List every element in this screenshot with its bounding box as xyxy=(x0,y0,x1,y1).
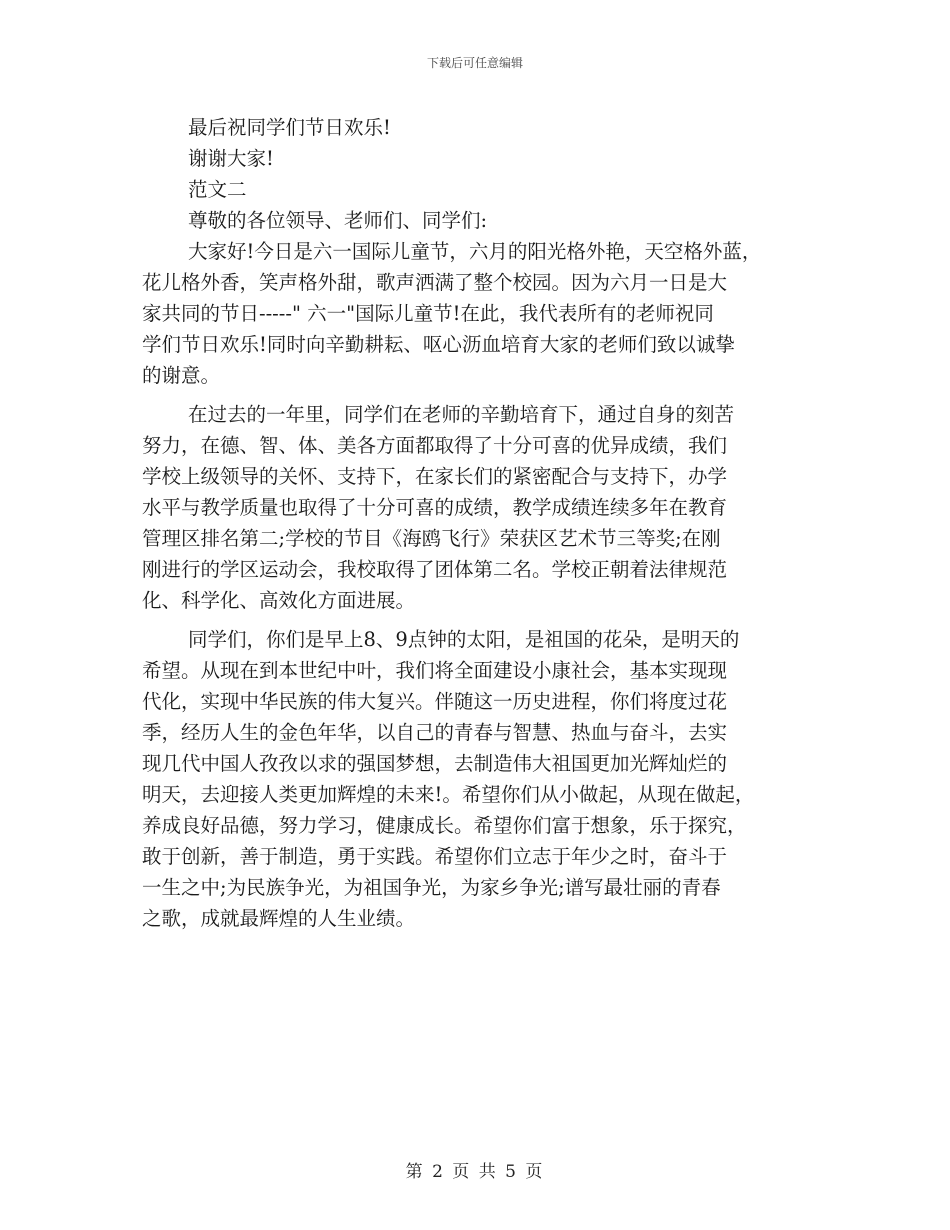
paragraph-line: 大家好!今日是六一国际儿童节，六月的阳光格外艳，天空格外蓝， xyxy=(188,240,762,263)
paragraph-line: 敢于创新，善于制造，勇于实践。希望你们立志于年少之时，奋斗于 xyxy=(142,845,728,868)
salutation: 尊敬的各位领导、老师们、同学们: xyxy=(188,209,488,232)
paragraph-line: 学们节日欢乐!同时向辛勤耕耘、呕心沥血培育大家的老师们致以诚挚 xyxy=(142,333,735,356)
paragraph-line: 季，经历人生的金色年华，以自己的青春与智慧、热血与奋斗，去实 xyxy=(142,721,728,744)
page-number: 第 2 页 共 5 页 xyxy=(405,1162,545,1182)
paragraph-line: 学校上级领导的关怀、支持下，在家长们的紧密配合与支持下，办学 xyxy=(142,465,728,488)
paragraph-line: 之歌，成就最辉煌的人生业绩。 xyxy=(142,907,416,930)
paragraph-line: 一生之中;为民族争光，为祖国争光，为家乡争光;谱写最壮丽的青春 xyxy=(142,876,721,899)
paragraph-line: 家共同的节日-----" 六一"国际儿童节!在此，我代表所有的老师祝同 xyxy=(142,302,714,325)
paragraph-line: 化、科学化、高效化方面进展。 xyxy=(142,589,416,612)
paragraph-line: 希望。从现在到本世纪中叶，我们将全面建设小康社会，基本实现现 xyxy=(142,659,728,682)
paragraph-line: 的谢意。 xyxy=(142,364,221,387)
paragraph-line: 管理区排名第二;学校的节目《海鸥飞行》荣获区艺术节三等奖;在刚 xyxy=(142,527,721,550)
page-header: 下载后可任意编辑 xyxy=(426,56,523,70)
document-body xyxy=(142,112,822,934)
paragraph-line: 明天，去迎接人类更加辉煌的未来!。希望你们从小做起，从现在做起， xyxy=(142,783,755,806)
section-title: 范文二 xyxy=(188,178,247,201)
paragraph-line: 同学们，你们是早上8、9点钟的太阳，是祖国的花朵，是明天的 xyxy=(188,628,740,651)
paragraph-line: 现几代中国人孜孜以求的强国梦想，去制造伟大祖国更加光辉灿烂的 xyxy=(142,752,728,775)
paragraph-line: 花儿格外香，笑声格外甜，歌声洒满了整个校园。因为六月一日是大 xyxy=(142,271,728,294)
paragraph-line: 在过去的一年里，同学们在老师的辛勤培育下，通过自身的刻苦 xyxy=(188,403,735,426)
paragraph-line: 刚进行的学区运动会，我校取得了团体第二名。学校正朝着法律规范 xyxy=(142,558,728,581)
paragraph-line: 代化，实现中华民族的伟大复兴。伴随这一历史进程，你们将度过花 xyxy=(142,690,728,713)
text-line: 最后祝同学们节日欢乐! xyxy=(188,116,391,139)
paragraph-line: 养成良好品德，努力学习，健康成长。希望你们富于想象，乐于探究， xyxy=(142,814,747,837)
text-line: 谢谢大家! xyxy=(188,147,274,170)
paragraph-line: 努力，在德、智、体、美各方面都取得了十分可喜的优异成绩，我们 xyxy=(142,434,728,457)
paragraph-line: 水平与教学质量也取得了十分可喜的成绩，教学成绩连续多年在教育 xyxy=(142,496,728,519)
